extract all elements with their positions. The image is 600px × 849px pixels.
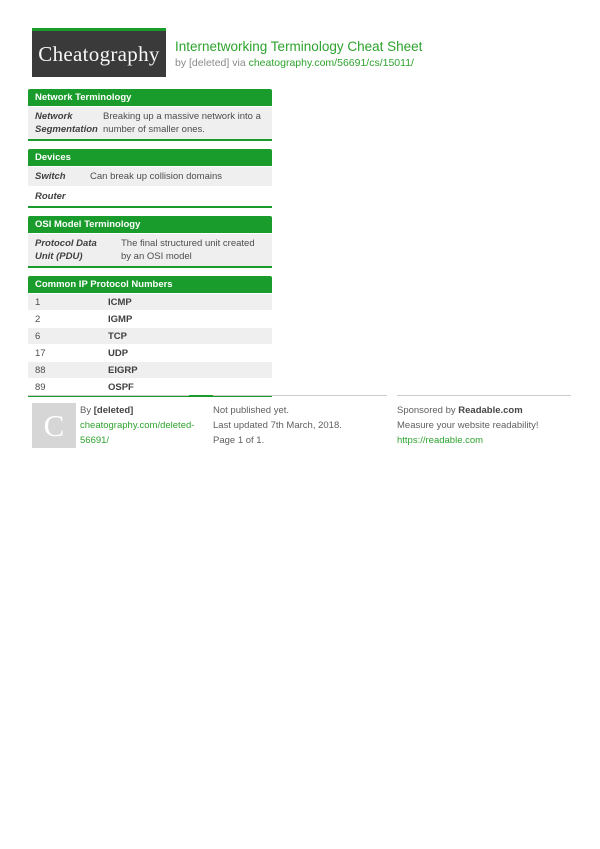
footer-by-prefix: By [80, 405, 94, 416]
row-description [90, 187, 272, 206]
byline [175, 57, 414, 69]
row-term: Protocol Data Unit (PDU) [35, 238, 97, 262]
row-term: 88 [35, 364, 46, 376]
byline-prefix: by [175, 57, 190, 69]
footer-author-col [28, 395, 195, 448]
table-row [28, 106, 272, 139]
row-description: The final structured unit created by an OSI model [121, 238, 255, 262]
sheet-url-link[interactable]: cheatography.com/56691/cs/15011/ [248, 57, 414, 69]
row-term: 89 [35, 381, 46, 393]
section-devices [28, 149, 272, 208]
row-description: IGMP [108, 313, 133, 325]
footer-sponsor-col [397, 395, 571, 448]
row-term: 6 [35, 330, 41, 342]
profile-link[interactable]: cheatography.com/deleted-56691/ [80, 420, 195, 446]
table-row [28, 233, 272, 266]
row-description: Can break up collision domains [90, 171, 223, 182]
table-row [28, 310, 272, 327]
avatar-letter: C [43, 408, 65, 443]
sponsor-link[interactable]: https://readable.com [397, 435, 484, 446]
row-term: 17 [35, 347, 46, 359]
table-row [28, 166, 272, 186]
table-row [28, 378, 272, 395]
byline-via: via [229, 57, 249, 69]
row-term: Network Segmentation [35, 111, 98, 135]
sponsor-tagline: Measure your website readability! [397, 420, 539, 431]
section-osi-model-terminology [28, 216, 272, 268]
page-count: Page 1 of 1. [213, 435, 265, 446]
sponsor-prefix: Sponsored by [397, 405, 459, 416]
row-description: TCP [108, 330, 127, 342]
last-updated: Last updated 7th March, 2018. [213, 420, 342, 431]
table-row [28, 293, 272, 310]
row-description: Breaking up a massive network into a number of smaller ones. [103, 111, 261, 135]
sponsor-name: Readable.com [458, 405, 523, 416]
row-description: ICMP [108, 296, 132, 308]
row-description: UDP [108, 347, 129, 359]
publish-status: Not published yet. [213, 405, 290, 416]
section-header: Common IP Protocol Numbers [28, 276, 272, 293]
cheatography-logo[interactable] [32, 28, 166, 77]
section-header: Network Terminology [28, 89, 272, 106]
byline-author: [deleted] [189, 57, 230, 69]
section-network-terminology [28, 89, 272, 141]
section-header: Devices [28, 149, 272, 166]
footer-author-text [80, 403, 195, 448]
sections-column [28, 89, 272, 405]
row-term: Switch [35, 171, 66, 182]
logo-text: Cheatography [38, 41, 160, 66]
row-term: 2 [35, 313, 41, 325]
row-term: 1 [35, 296, 41, 308]
table-row [28, 327, 272, 344]
table-row [28, 361, 272, 378]
section-header: OSI Model Terminology [28, 216, 272, 233]
avatar[interactable] [32, 403, 76, 448]
table-row [28, 344, 272, 361]
footer-by-line [80, 403, 192, 418]
table-row [28, 186, 272, 206]
footer-author-name: [deleted] [93, 405, 134, 416]
section-common-ip-protocol-numbers [28, 276, 272, 397]
row-description: EIGRP [108, 364, 138, 376]
page-title: Internetworking Terminology Cheat Sheet [175, 39, 423, 54]
row-description: OSPF [108, 381, 134, 393]
row-term: Router [35, 191, 66, 202]
footer-meta-col [213, 395, 387, 448]
sponsor-line [397, 403, 571, 418]
footer [28, 395, 573, 455]
